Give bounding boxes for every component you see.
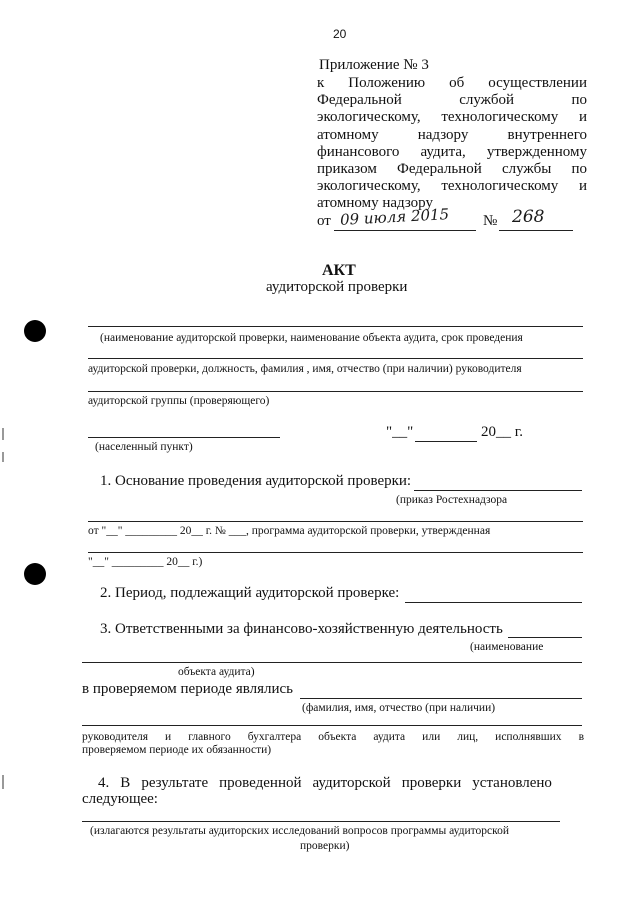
appendix-line-word: осуществлении — [488, 75, 587, 91]
appendix-line-word: надзору — [417, 126, 469, 143]
appendix-line — [317, 75, 587, 92]
appendix-line-word: по — [571, 161, 587, 177]
page-number: 20 — [333, 27, 347, 41]
item-3-persons-line-word: и — [165, 731, 172, 743]
item-3-persons-line-word: исполнявших — [495, 731, 562, 743]
hint-audit-group: аудиторской группы (проверяющего) — [88, 395, 270, 407]
appendix-line-word: Федеральной — [397, 161, 482, 177]
item-4-line-word: проведенной — [219, 775, 302, 791]
item-2-label: 2. Период, подлежащий аудиторской проверке: — [100, 585, 400, 601]
appendix-line — [317, 161, 587, 178]
form-line — [82, 662, 582, 663]
item-3-persons-line-word: лиц, — [457, 731, 479, 743]
item-4-line-word: 4. — [98, 775, 110, 791]
form-line — [88, 358, 583, 359]
scan-edge-mark — [2, 452, 4, 462]
appendix-line-word: приказом — [317, 161, 377, 177]
item-3-persons-line-word: в — [578, 731, 584, 743]
document-subtitle: аудиторской проверки — [266, 279, 408, 295]
item-3-persons-line-word: руководителя — [82, 731, 149, 743]
appendix-line-word: по — [571, 92, 587, 109]
appendix-line-word: экологическому, — [317, 109, 421, 126]
appendix-line-word: экологическому, — [317, 178, 421, 195]
item-1-line — [414, 490, 582, 491]
item-3-persons-line-word: главного — [188, 731, 231, 743]
form-line — [88, 391, 583, 392]
item-3-hint: (наименование — [470, 641, 544, 653]
appendix-line — [317, 178, 587, 195]
appendix-title: Приложение № 3 — [319, 57, 429, 73]
appendix-line — [317, 92, 587, 109]
date-month-line — [415, 441, 477, 442]
appendix-line-word: технологическому — [441, 178, 559, 195]
handwritten-date: 09 июля 2015 — [339, 205, 450, 229]
appendix-number-prefix: № — [483, 213, 498, 229]
appendix-date-prefix: от — [317, 213, 331, 229]
punch-hole — [24, 320, 46, 342]
item-3-line — [508, 637, 582, 638]
punch-hole — [24, 563, 46, 585]
appendix-line-word: внутреннего — [507, 126, 587, 143]
appendix-line — [317, 109, 587, 126]
item-4-line-word: аудиторской — [312, 775, 391, 791]
scan-edge-mark — [2, 428, 4, 440]
item-3-label: 3. Ответственными за финансово-хозяйственную деятельность — [100, 621, 503, 637]
item-4-cont: следующее: — [82, 791, 158, 807]
appendix-line-word: аудита, — [420, 143, 466, 160]
item-1-order: от "__" _________ 20__ г. № ___, программа аудиторской проверки, утвержденная — [88, 525, 491, 537]
item-3-persons-line-word: или — [422, 731, 441, 743]
appendix-line-word: финансового — [317, 143, 400, 160]
appendix-last-line: атомному надзору — [317, 195, 433, 211]
form-line — [88, 326, 583, 327]
form-line — [88, 521, 583, 522]
item-4-line-word: проверки — [401, 775, 462, 791]
document-title: АКТ — [322, 262, 356, 279]
place-line — [88, 437, 280, 438]
item-2-line — [405, 602, 582, 603]
form-line — [88, 552, 583, 553]
item-1-approved: "__" _________ 20__ г.) — [88, 556, 203, 568]
appendix-line-word: к — [317, 75, 325, 91]
date-underline — [334, 230, 476, 231]
appendix-line-word: службы — [501, 161, 552, 177]
item-4-line — [98, 775, 552, 792]
form-line — [82, 821, 560, 822]
form-line — [82, 725, 582, 726]
appendix-line-word: и — [578, 109, 587, 126]
appendix-line-word: Положению — [348, 75, 426, 91]
date-year: 20__ г. — [481, 424, 523, 440]
place-hint: (населенный пункт) — [95, 441, 193, 453]
item-3-period: в проверяемом периоде являлись — [82, 681, 294, 697]
item-4-line-word: В — [120, 775, 131, 791]
item-3-hint-cont: объекта аудита) — [178, 666, 255, 678]
hint-audit-name: (наименование аудиторской проверки, наименование объекта аудита, срок проведения — [100, 332, 523, 344]
number-underline — [499, 230, 573, 231]
appendix-line — [317, 144, 587, 161]
appendix-line-word: технологическому — [441, 109, 559, 126]
item-3-persons-line-word: аудита — [373, 731, 406, 743]
appendix-line-word: атомному — [317, 126, 379, 143]
item-3-persons-cont: проверяемом периоде их обязанности) — [82, 744, 272, 756]
date-quote: "__" — [386, 424, 414, 440]
item-3-persons-line — [82, 731, 584, 743]
hint-audit-leader: аудиторской проверки, должность, фамилия , имя, отчество (при наличии) руководителя — [88, 363, 522, 375]
appendix-line-word: Федеральной — [317, 92, 402, 109]
item-4-line-word: результате — [141, 775, 209, 791]
item-4-hint-2: проверки) — [300, 840, 350, 852]
item-3-persons-line-word: бухгалтера — [247, 731, 302, 743]
item-4-line-word: установлено — [472, 775, 552, 791]
item-1-label: 1. Основание проведения аудиторской проверки: — [100, 473, 412, 489]
item-4-hint-1: (излагаются результаты аудиторских исследований вопросов программы аудиторской — [90, 825, 510, 837]
scan-edge-mark — [2, 775, 4, 789]
appendix-line-word: и — [578, 178, 587, 195]
item-3-period-line — [300, 698, 582, 699]
appendix-line-word: службой — [459, 92, 515, 109]
item-3-fio-hint: (фамилия, имя, отчество (при наличии) — [302, 702, 496, 714]
handwritten-number: 268 — [512, 207, 545, 227]
appendix-line-word: об — [449, 75, 465, 91]
item-1-hint: (приказ Ростехнадзора — [396, 494, 508, 506]
item-3-persons-line-word: объекта — [318, 731, 357, 743]
appendix-line-word: утвержденному — [486, 143, 587, 160]
appendix-line — [317, 127, 587, 144]
